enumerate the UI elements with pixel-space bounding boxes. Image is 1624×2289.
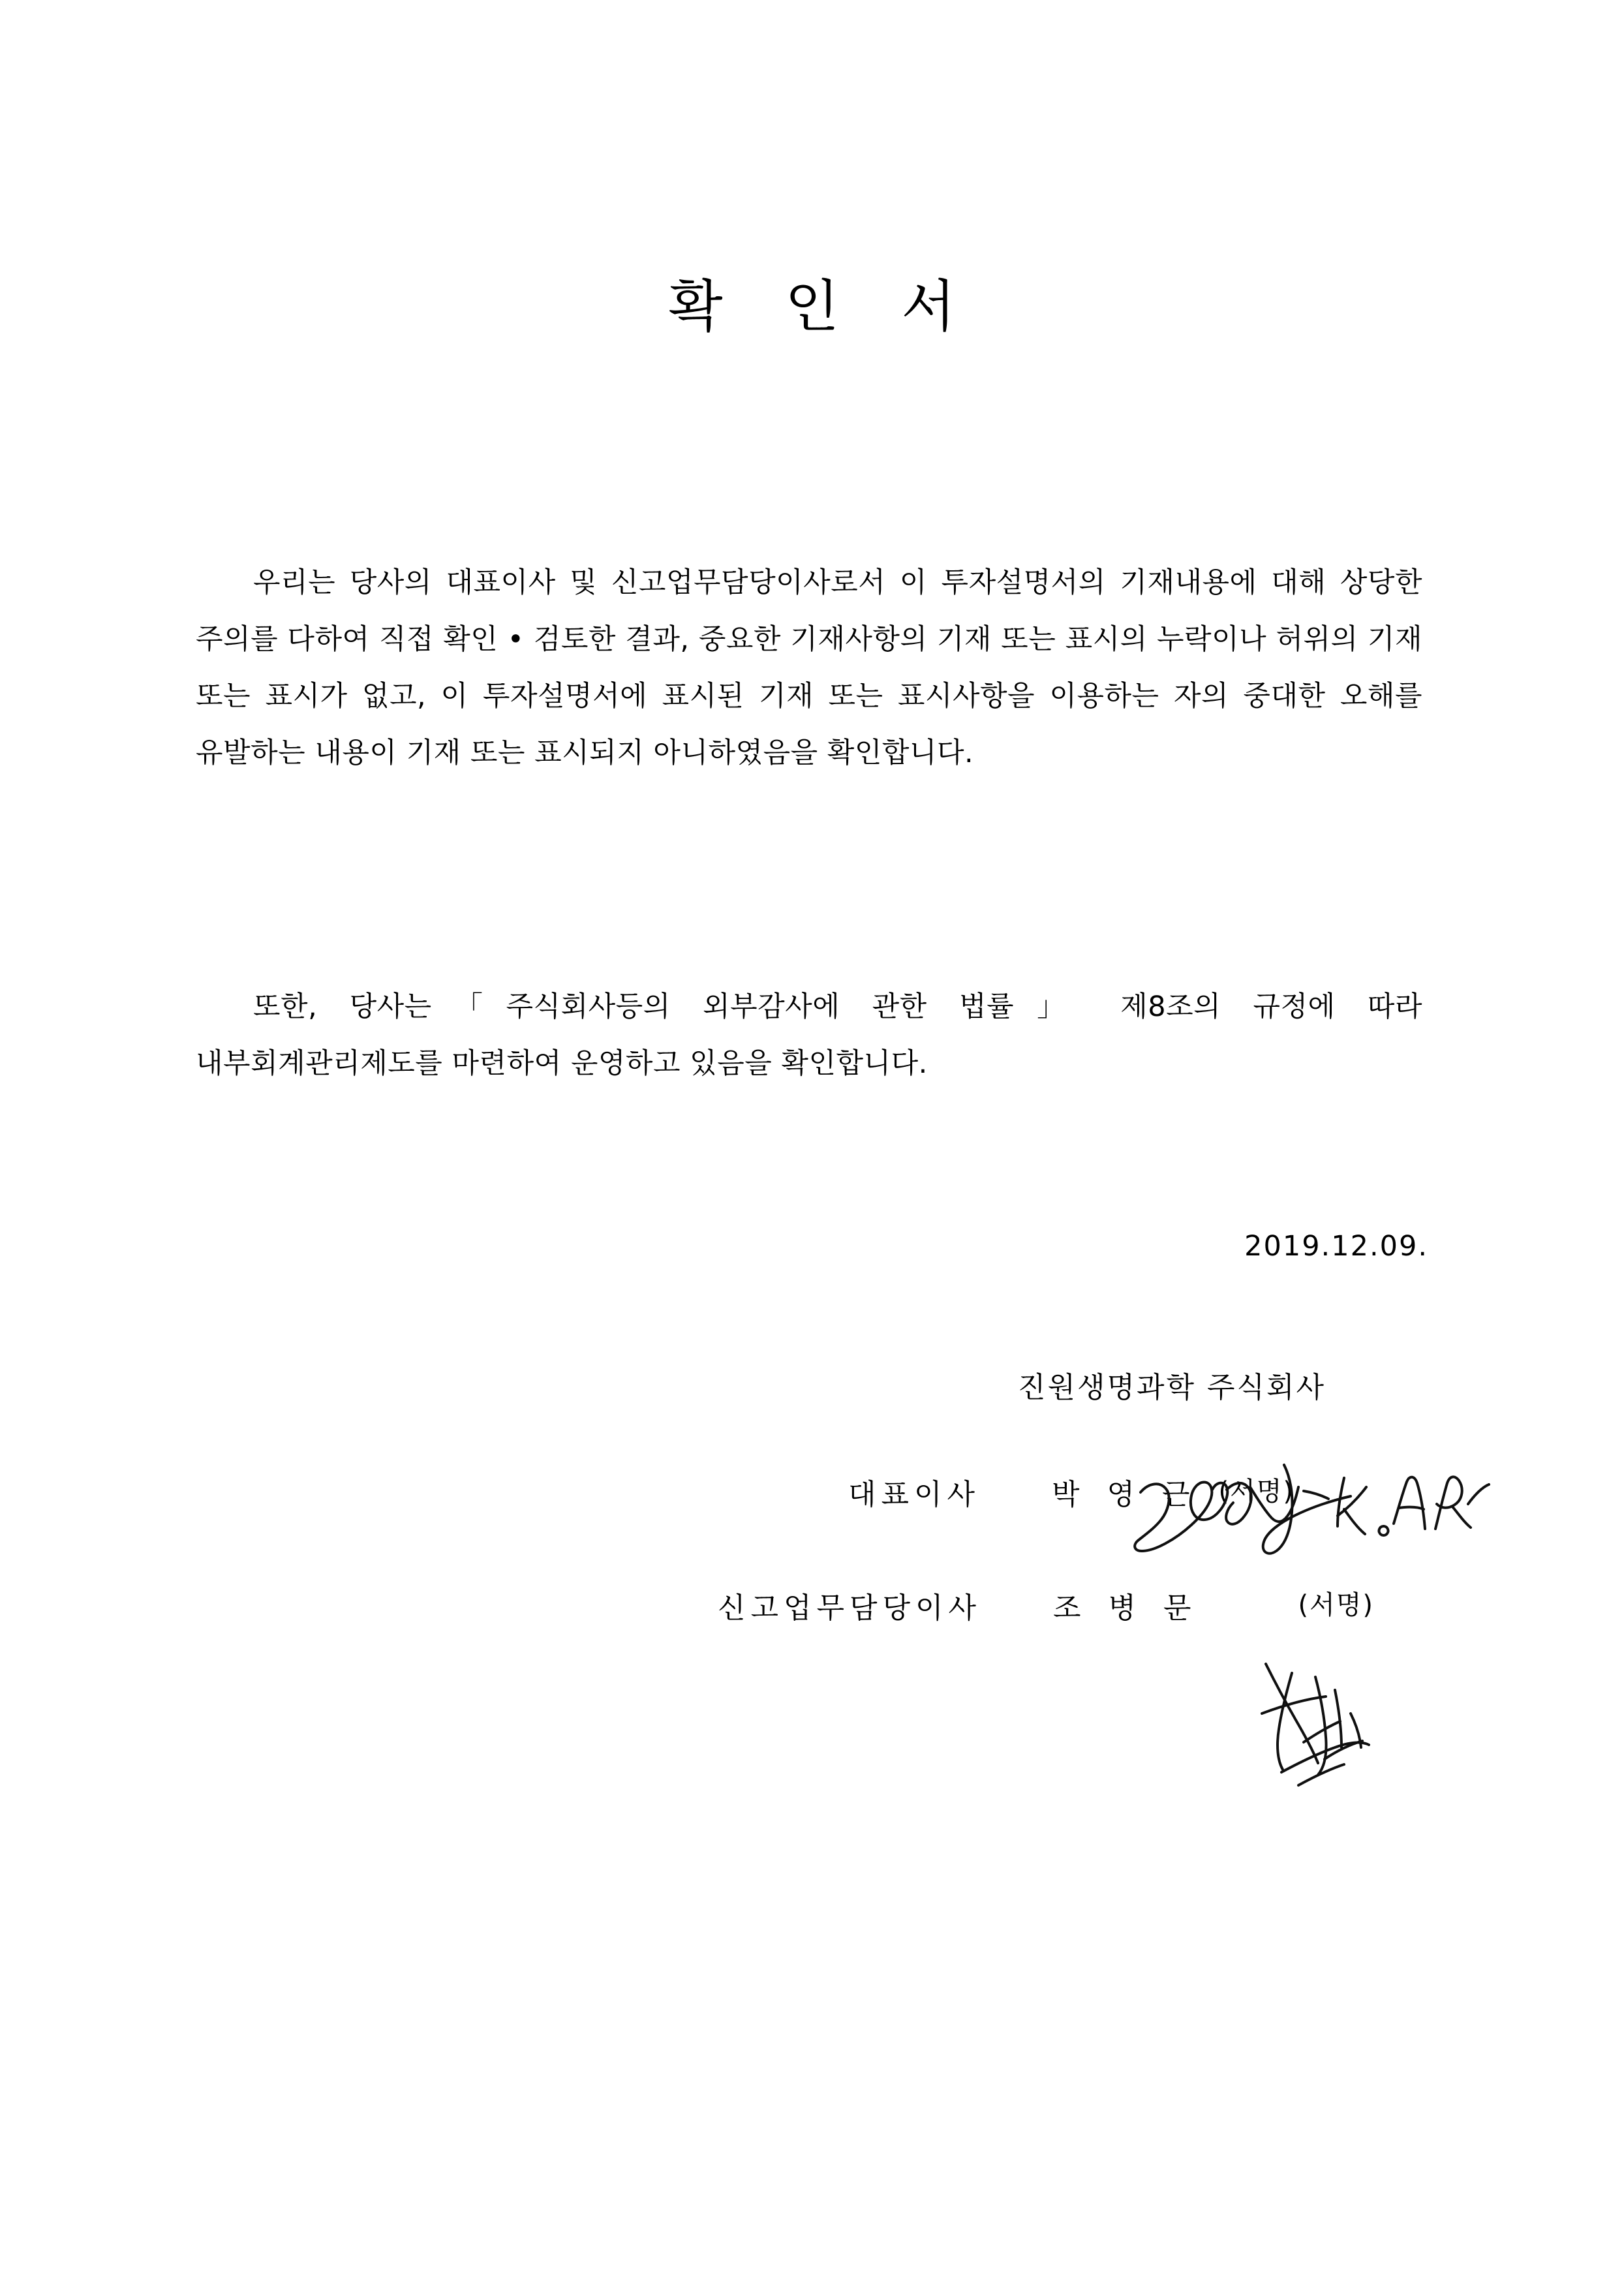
signatory-name-ceo: 박 영 근 — [1052, 1478, 1199, 1511]
paragraph-2-text: 또한, 당사는「주식회사등의 외부감사에 관한 법률」 제8조의 규정에 따라 내부회계관리제도를 마련하여 운영하고 있음을 확인합니다. — [196, 991, 1422, 1080]
handwritten-signature-officer-icon — [1253, 1651, 1383, 1801]
company-name: 진원생명과학 주식회사 — [1018, 1371, 1326, 1404]
signatory-role-officer: 신고업무담당이사 — [718, 1591, 982, 1625]
signature-mark-officer: (서명) — [1298, 1590, 1375, 1620]
paragraph-1-text: 우리는 당사의 대표이사 및 신고업무담당이사로서 이 투자설명서의 기재내용에 대해 상당한 주의를 다하여 직접 확인 • 검토한 결과, 중요한 기재사항의 기재 또는 표시의 누락이나 허위의 기재 또는 표시가 없고, 이 투자설명서에 표시된 기재 또는 표시사항을 이용하는 자의 중대한 오해를 유발하는 내용이 기재 또는 표시되지 아니하였음을 확인합니다. — [196, 566, 1422, 769]
signature-block — [652, 1364, 1468, 1626]
signature-mark-ceo: (서명) — [1218, 1477, 1295, 1507]
paragraph-internal-accounting — [196, 979, 1422, 1092]
signatory-name-officer: 조 병 문 — [1053, 1591, 1201, 1625]
signatory-role-ceo: 대표이사 — [848, 1478, 981, 1511]
paragraph-confirmation — [196, 555, 1422, 781]
signatory-row-ceo — [848, 1471, 1468, 1513]
document-date: 2019.12.09. — [1244, 1230, 1428, 1263]
signatory-row-officer — [718, 1584, 1468, 1626]
page-title: 확 인 서 — [668, 274, 978, 339]
